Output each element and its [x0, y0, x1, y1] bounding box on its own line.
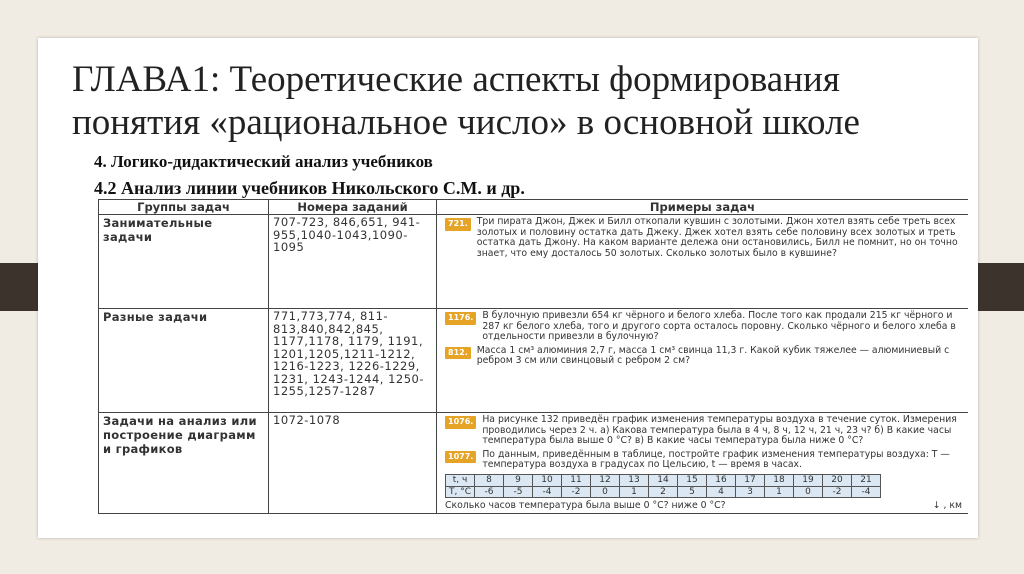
subsection-subtitle: 4.2 Анализ линии учебников Никольского С.М. и др.	[94, 178, 525, 198]
examples-cell	[437, 309, 969, 413]
temperature-cell: 0	[591, 486, 620, 498]
group-cell: Разные задачи	[99, 309, 269, 413]
table-row	[99, 309, 969, 413]
temperature-time-row	[446, 474, 881, 486]
temperature-cell: 4	[707, 486, 736, 498]
example-text: На рисунке 132 приведён график изменения температуры воздуха в течение суток. Измерения проводились через 2 ч. а) Какова температура была в 4 ч, 8 ч, 12 ч, 21 ч, 23 ч? б) В какие часы температура была выше 0 °С? в) В какие часы температура была ниже 0 °С?	[482, 414, 957, 447]
task-number-badge: 812.	[445, 347, 471, 360]
slide-title: ГЛАВА1: Теоретические аспекты формирования понятия «рациональное число» в основной школе	[72, 59, 860, 143]
task-number-badge: 721.	[445, 218, 471, 231]
temperature-cell: -6	[475, 486, 504, 498]
example-text: В булочную привезли 654 кг чёрного и белого хлеба. После того как продали 215 кг чёрного и 287 кг белого хлеба, того и другого сорта осталось поровну. Сколько чёрного и белого хлеба в отдельности привезли в булочную?	[482, 310, 956, 343]
temperature-cell: 1	[765, 486, 794, 498]
header-groups: Группы задач	[99, 200, 269, 215]
textbook-table-image	[98, 199, 968, 521]
example-text: Три пирата Джон, Джек и Билл откопали кувшин с золотыми. Джон хотел взять себе треть всех золотых и половину остатка дать Джеку. Джек хотел взять себе половину всех золотых и треть остатка дать Джону. На каком варианте дележа они остановились, Билл не помнит, но он точно знает, что ему досталось 50 золотых. Сколько золотых было в кувшине?	[476, 216, 958, 259]
temperature-cell: -4	[533, 486, 562, 498]
time-cell: 21	[852, 474, 881, 486]
group-cell: Задачи на анализ или построение диаграмм и графиков	[99, 413, 269, 514]
time-cell: 13	[620, 474, 649, 486]
temperature-table	[445, 474, 881, 498]
numbers-cell: 771,773,774, 811-813,840,842,845, 1177,1178, 1179, 1191, 1201,1205,1211-1212, 1216-1223, 1226-1229, 1231, 1243-1244, 1250-1255,1257-1287	[269, 309, 437, 413]
last-question: Сколько часов температура была выше 0 °С? ниже 0 °С?	[445, 500, 726, 512]
example-item	[445, 415, 962, 447]
temperature-cell: -4	[852, 486, 881, 498]
example-item	[445, 311, 962, 343]
graph-axis-mark: ↓ , км	[932, 500, 962, 512]
example-text: По данным, приведённым в таблице, постройте график изменения температуры воздуха: T — температура воздуха в градусах по Цельсию, t — время в часах.	[482, 448, 950, 471]
time-cell: 17	[736, 474, 765, 486]
task-table	[98, 199, 968, 514]
time-cell: t, ч	[446, 474, 475, 486]
example-item	[445, 346, 962, 367]
time-cell: 9	[504, 474, 533, 486]
example-text: Масса 1 см³ алюминия 2,7 г, масса 1 см³ свинца 11,3 г. Какой кубик тяжелее — алюминиевый с ребром 3 см или свинцовый с ребром 2 см?	[476, 344, 950, 367]
task-number-badge: 1176.	[445, 312, 476, 325]
temperature-cell: -2	[823, 486, 852, 498]
time-cell: 11	[562, 474, 591, 486]
example-item	[445, 450, 962, 471]
time-cell: 10	[533, 474, 562, 486]
numbers-cell: 707-723, 846,651, 941-955,1040-1043,1090-1095	[269, 215, 437, 309]
temperature-cell: -5	[504, 486, 533, 498]
examples-cell	[437, 215, 969, 309]
temperature-cell: 2	[649, 486, 678, 498]
slide	[38, 38, 978, 538]
temperature-cell: 5	[678, 486, 707, 498]
header-examples: Примеры задач	[437, 200, 969, 215]
table-row	[99, 413, 969, 514]
temperature-cell: -2	[562, 486, 591, 498]
examples-cell	[437, 413, 969, 514]
time-cell: 18	[765, 474, 794, 486]
section-subtitle: 4. Логико-дидактический анализ учебников	[94, 152, 433, 171]
time-cell: 14	[649, 474, 678, 486]
question-line	[445, 501, 962, 512]
task-number-badge: 1077.	[445, 451, 476, 464]
task-number-badge: 1076.	[445, 416, 476, 429]
time-cell: 8	[475, 474, 504, 486]
time-cell: 12	[591, 474, 620, 486]
temperature-cell: T, °C	[446, 486, 475, 498]
example-item	[445, 217, 962, 259]
temperature-value-row	[446, 486, 881, 498]
time-cell: 19	[794, 474, 823, 486]
temperature-cell: 1	[620, 486, 649, 498]
group-cell: Занимательные задачи	[99, 215, 269, 309]
header-numbers: Номера заданий	[269, 200, 437, 215]
table-row	[99, 215, 969, 309]
table-header-row	[99, 200, 969, 215]
temperature-cell: 0	[794, 486, 823, 498]
time-cell: 20	[823, 474, 852, 486]
time-cell: 16	[707, 474, 736, 486]
numbers-cell: 1072-1078	[269, 413, 437, 514]
time-cell: 15	[678, 474, 707, 486]
temperature-cell: 3	[736, 486, 765, 498]
